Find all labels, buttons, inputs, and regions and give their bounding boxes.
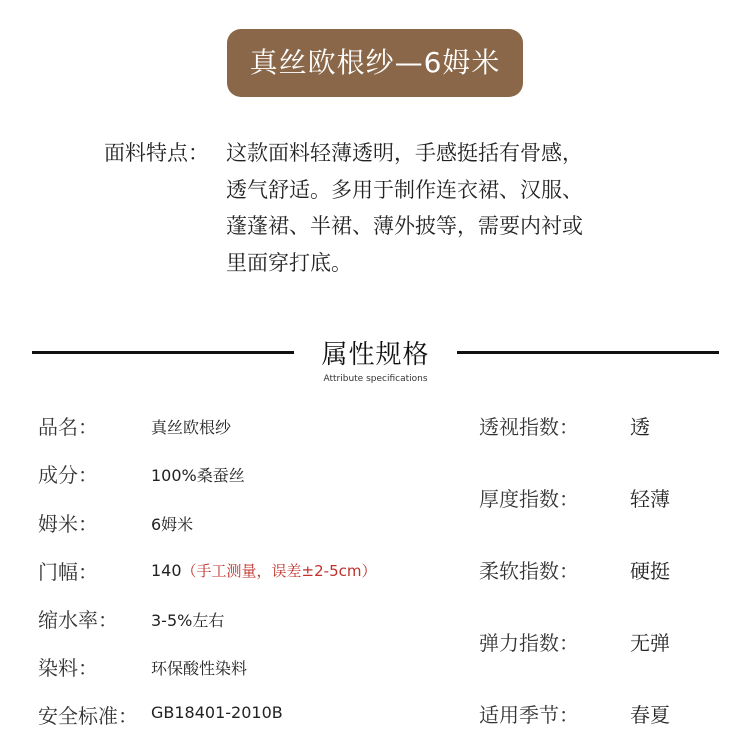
- spec-value-composition: 100%桑蚕丝: [151, 466, 245, 485]
- features-label: 面料特点：: [104, 141, 209, 165]
- divider-left: [32, 351, 294, 354]
- spec-value-softness: 硬挺: [630, 559, 670, 583]
- spec-value-name: 真丝欧根纱: [151, 418, 232, 437]
- section-title: 属性规格: [321, 340, 430, 370]
- spec-value-dye: 环保酸性染料: [151, 659, 248, 678]
- spec-value-safety-standard: GB18401-2010B: [151, 703, 283, 722]
- spec-key-thickness: 厚度指数：: [479, 487, 579, 511]
- divider-right: [457, 351, 719, 354]
- spec-key-name: 品名：: [38, 415, 98, 439]
- width-note: （手工测量，误差±2-5cm）: [181, 562, 377, 580]
- spec-key-dye: 染料：: [38, 656, 98, 680]
- spec-key-momme: 姆米：: [38, 512, 98, 536]
- features-line: 蓬蓬裙、半裙、薄外披等，需要内衬或: [226, 214, 583, 238]
- spec-key-shrinkage: 缩水率：: [38, 608, 118, 632]
- features-line: 里面穿打底。: [226, 250, 352, 275]
- features-line: 透气舒适。多用于制作连衣裙、汉服、: [226, 177, 583, 202]
- spec-key-transparency: 透视指数：: [479, 415, 579, 439]
- features-line: 这款面料轻薄透明，手感挺括有骨感，: [226, 141, 583, 165]
- spec-value-season: 春夏: [630, 703, 670, 727]
- spec-key-season: 适用季节：: [479, 703, 579, 727]
- spec-key-elasticity: 弹力指数：: [479, 631, 579, 655]
- features-text: [226, 135, 646, 281]
- spec-value-width: [151, 560, 376, 581]
- product-title: 真丝欧根纱—6姆米: [227, 29, 523, 97]
- spec-key-composition: 成分：: [38, 463, 98, 487]
- spec-value-momme: 6姆米: [151, 515, 194, 534]
- spec-value-elasticity: 无弹: [630, 631, 670, 655]
- width-value: 140: [151, 561, 182, 580]
- spec-key-softness: 柔软指数：: [479, 559, 579, 583]
- spec-section-header: [0, 330, 750, 390]
- spec-value-transparency: 透: [630, 415, 650, 439]
- section-subtitle: Attribute specifications: [323, 374, 428, 384]
- spec-value-shrinkage: 3-5%左右: [151, 611, 225, 630]
- spec-key-safety-standard: 安全标准：: [38, 704, 138, 728]
- spec-key-width: 门幅：: [38, 560, 98, 584]
- spec-value-thickness: 轻薄: [630, 487, 670, 511]
